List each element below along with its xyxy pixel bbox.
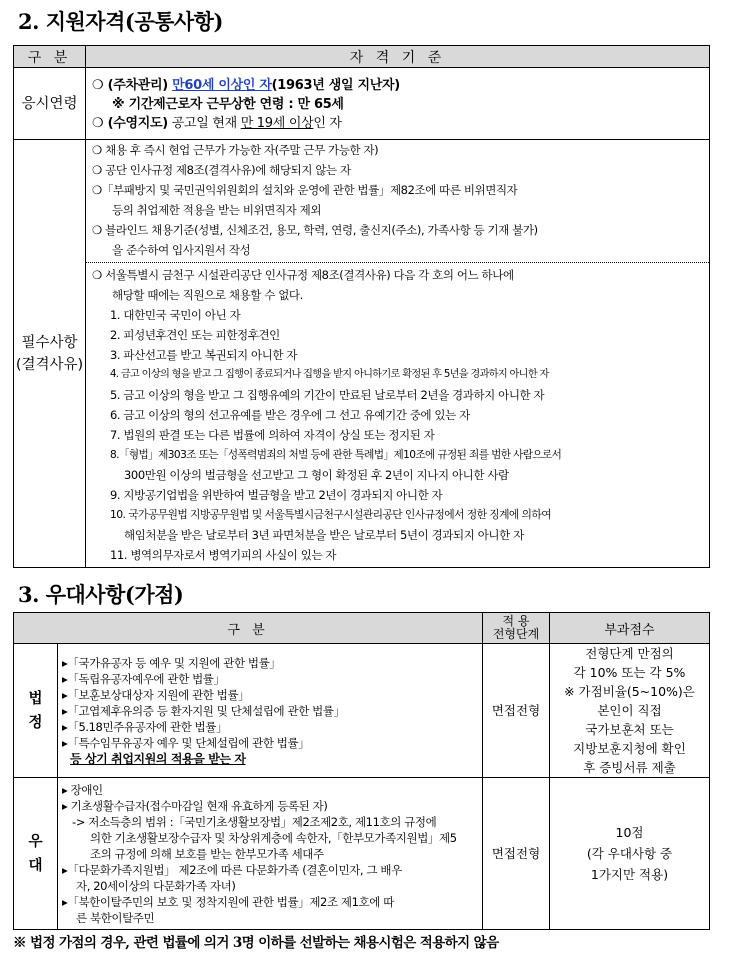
- pref-header-score: 부과점수: [550, 613, 710, 644]
- disq-item: 1. 대한민국 국민이 아닌 자: [110, 308, 241, 322]
- disq-item: 3. 파산선고를 받고 복권되지 아니한 자: [110, 348, 298, 362]
- disq-item: 6. 금고 이상의 형의 선고유예를 받은 경우에 그 선고 유예기간 중에 있는 자: [110, 408, 470, 422]
- age-line-3: ❍ (수영지도) 공고일 현재 만 19세 이상인 자: [92, 115, 342, 131]
- disq-item-cont: 해임처분을 받은 날로부터 3년 파면처분을 받은 날로부터 5년이 경과되지 아니한 자: [124, 528, 524, 542]
- header-criteria: 자 격 기 준: [86, 46, 710, 68]
- legal-item: ▸「보훈보상대상자 지원에 관한 법률」: [62, 688, 250, 702]
- pref-item: -> 저소득층의 범위 :「국민기초생활보장법」제2조제2호, 제11호의 규정에: [72, 815, 437, 829]
- pref-item-cont: 른 북한이탈주민: [76, 911, 155, 925]
- pref-item: ▸ 기초생활수급자(접수마감일 현재 유효하게 등록된 자): [62, 799, 328, 813]
- age-line-2: ※ 기간제근로자 근무상한 연령 : 만 65세: [112, 96, 344, 112]
- preference-table: [13, 612, 710, 930]
- pref-label: 우 대: [14, 778, 58, 930]
- legal-summary: 등 상기 취업지원의 적용을 받는 자: [70, 752, 246, 766]
- pref-header-category: 구 분: [14, 613, 483, 644]
- disq-item: 10. 국가공무원법 지방공무원법 및 서울특별시금천구시설관리공단 인사규정에서 정한 징계에 의하여: [110, 508, 552, 521]
- disq-item: 11. 병역의무자로서 병역기피의 사실이 있는 자: [110, 548, 337, 562]
- legal-item: ▸「고엽제후유의증 등 환자지원 및 단체설립에 관한 법률」: [62, 704, 345, 718]
- pref-item: ▸「북한이탈주민의 보호 및 정착지원에 관한 법률」제2조 제1호에 따: [62, 895, 394, 909]
- disq-item: 9. 지방공기업법을 위반하여 벌금형을 받고 2년이 경과되지 아니한 자: [110, 488, 443, 502]
- legal-label: 법 정: [14, 644, 58, 778]
- legal-score: 전형단계 만점의 각 10% 또는 각 5% ※ 가점비율(5~10%)은 본인이 직접 국가보훈처 또는 지방보훈지청에 확인 후 증빙서류 제출: [550, 644, 710, 778]
- legal-stage: 면접전형: [483, 644, 550, 778]
- legal-item: ▸「독립유공자예우에 관한 법률」: [62, 672, 225, 686]
- pref-stage: 면접전형: [483, 778, 550, 930]
- pref-item: ▸ 장애인: [62, 783, 103, 797]
- disq-intro: ❍ 서울특별시 금천구 시설관리공단 인사규정 제8조(결격사유) 다음 각 호의 어느 하나에: [92, 268, 514, 282]
- pref-item-cont: 의한 기초생활보장수급자 및 차상위계층에 속한자,「한부모가족지원법」제5: [90, 831, 457, 845]
- disq-item: 4. 금고 이상의 형을 받고 그 집행이 종료되거나 집행을 받지 아니하기로 확정된 후 5년을 경과하지 아니한 자: [110, 369, 549, 380]
- req-item-2: ❍ 공단 인사규정 제8조(결격사유)에 해당되지 않는 자: [92, 163, 351, 177]
- pref-item-cont: 자, 20세이상의 다문화가족 자녀): [76, 879, 236, 893]
- legal-item: ▸「특수임무유공자 예우 및 단체설립에 관한 법률」: [62, 736, 310, 750]
- required-label: 필수사항 (결격사유): [14, 140, 86, 568]
- legal-item: ▸「국가유공자 등 예우 및 지원에 관한 법률」: [62, 656, 281, 670]
- req-item-1: ❍ 채용 후 즉시 현업 근무가 가능한 자(주말 근무 가능한 자): [92, 143, 379, 157]
- pref-score: 10점 (각 우대사항 중 1가지만 적용): [550, 778, 710, 930]
- disq-item: 7. 법원의 판결 또는 다른 법률에 의하여 자격이 상실 또는 정지된 자: [110, 428, 435, 442]
- footnote: ※ 법정 가점의 경우, 관련 법률에 의거 3명 이하를 선발하는 채용시험은 적용하지 않음: [13, 935, 499, 951]
- disq-item: 5. 금고 이상의 형을 받고 그 집행유예의 기간이 만료된 날로부터 2년을 경과하지 아니한 자: [110, 388, 545, 402]
- pref-item-cont: 조의 규정에 의해 보호를 받는 한부모가족 세대주: [90, 847, 324, 861]
- disq-item: 2. 피성년후견인 또는 피한정후견인: [110, 328, 280, 342]
- pref-header-stage: 적 용 전형단계: [483, 613, 550, 644]
- legal-item: ▸「5.18민주유공자에 관한 법률」: [62, 720, 228, 734]
- age-label: 응시연령: [14, 68, 86, 140]
- disq-intro-cont: 해당할 때에는 직원으로 채용할 수 없다.: [112, 288, 303, 302]
- req-item-3: ❍「부패방지 및 국민권익위원회의 설치와 운영에 관한 법률」제82조에 따른 비위면직자: [92, 183, 518, 197]
- disq-item-cont: 300만원 이상의 벌금형을 선고받고 그 형이 확정된 후 2년이 지나지 아니한 사람: [124, 468, 509, 482]
- age-line-1: ❍ (주차관리) 만60세 이상인 자(1963년 생일 지난자): [92, 77, 400, 93]
- req-item-4: ❍ 블라인드 채용기준(성별, 신체조건, 용모, 학력, 연령, 출신지(주소), 가족사항 등 기재 불가): [92, 223, 538, 237]
- pref-item: ▸「다문화가족지원법」 제2조에 따른 다문화가족 (결혼이민자, 그 배우: [62, 863, 402, 877]
- req-item-3-cont: 등의 취업제한 적용을 받는 비위면직자 제외: [112, 203, 322, 217]
- disq-item: 8.「형법」제303조 또는「성폭력범죄의 처벌 등에 관한 특례법」제10조에 규정된 죄를 범한 사람으로서: [110, 449, 562, 461]
- req-item-4-cont: 을 준수하여 입사지원서 작성: [112, 243, 251, 257]
- section2-title: 2. 지원자격(공통사항): [18, 9, 223, 34]
- section3-title: 3. 우대사항(가점): [18, 582, 184, 607]
- header-category: 구 분: [14, 46, 86, 68]
- qualification-table: [13, 45, 710, 568]
